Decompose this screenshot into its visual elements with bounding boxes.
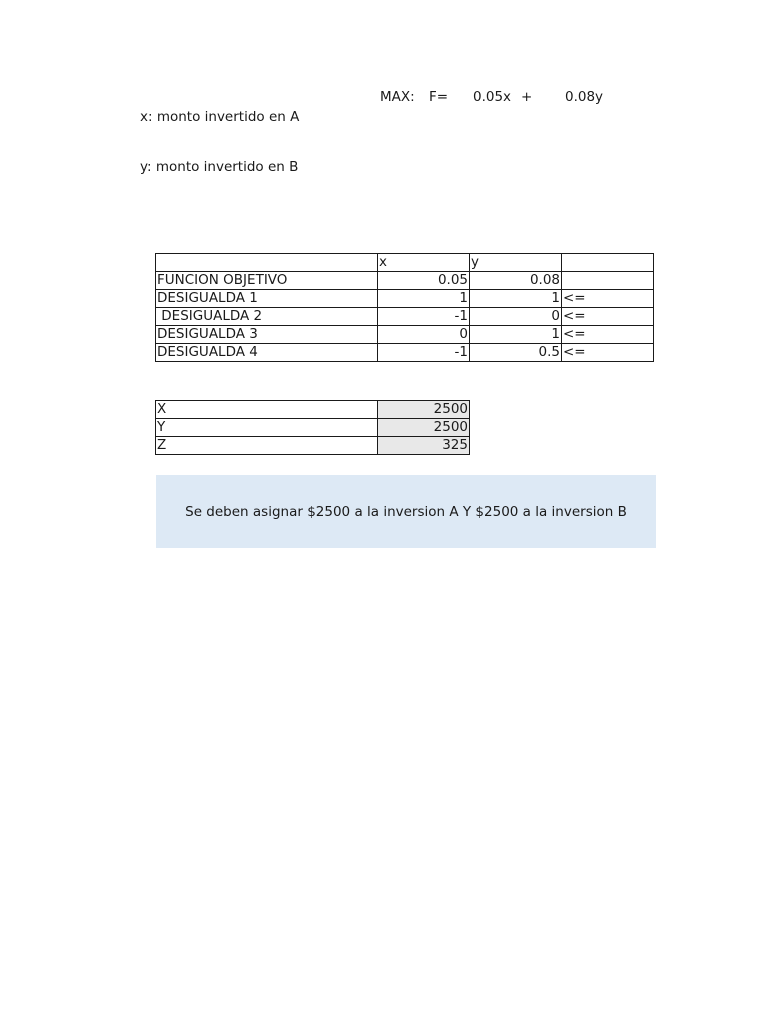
table-row [156,326,654,344]
max-label: MAX: [380,89,415,105]
result-label[interactable]: Z [156,437,378,455]
table-row [156,272,654,290]
model-table [155,253,654,362]
row-label[interactable]: DESIGUALDA 4 [156,344,378,362]
x-value[interactable]: 0.05 [378,272,470,290]
y-value[interactable]: 1 [470,326,562,344]
plus-sign: + [521,89,533,105]
header-x[interactable]: x [378,254,470,272]
header-cell[interactable] [156,254,378,272]
result-label[interactable]: X [156,401,378,419]
table-row [156,419,470,437]
result-value[interactable]: 325 [378,437,470,455]
y-value[interactable]: 0.08 [470,272,562,290]
table-row [156,290,654,308]
row-label[interactable]: DESIGUALDA 1 [156,290,378,308]
x-value[interactable]: 0 [378,326,470,344]
header-y[interactable]: y [470,254,562,272]
operator-cell[interactable]: <= [562,344,654,362]
result-value[interactable]: 2500 [378,419,470,437]
y-value[interactable]: 0.5 [470,344,562,362]
table-row [156,344,654,362]
result-value[interactable]: 2500 [378,401,470,419]
table-row [156,437,470,455]
table-header-row [156,254,654,272]
y-value[interactable]: 1 [470,290,562,308]
results-table [155,400,470,455]
row-label[interactable]: FUNCION OBJETIVO [156,272,378,290]
objective-function [0,88,768,106]
y-value[interactable]: 0 [470,308,562,326]
conclusion-box[interactable] [156,475,656,548]
operator-cell[interactable] [562,272,654,290]
operator-cell[interactable]: <= [562,326,654,344]
operator-cell[interactable]: <= [562,290,654,308]
x-value[interactable]: -1 [378,308,470,326]
x-definition: x: monto invertido en A [140,109,300,125]
result-label[interactable]: Y [156,419,378,437]
x-coefficient: 0.05x [473,89,512,105]
table-row [156,401,470,419]
f-label: F= [429,89,449,105]
table-row [156,308,654,326]
operator-cell[interactable]: <= [562,308,654,326]
y-definition: y: monto invertido en B [140,159,299,175]
header-cell[interactable] [562,254,654,272]
y-coefficient: 0.08y [565,89,604,105]
x-value[interactable]: -1 [378,344,470,362]
conclusion-text: Se deben asignar $2500 a la inversion A Y $2500 a la inversion B [185,503,627,520]
row-label[interactable]: DESIGUALDA 3 [156,326,378,344]
row-label[interactable]: DESIGUALDA 2 [156,308,378,326]
x-value[interactable]: 1 [378,290,470,308]
